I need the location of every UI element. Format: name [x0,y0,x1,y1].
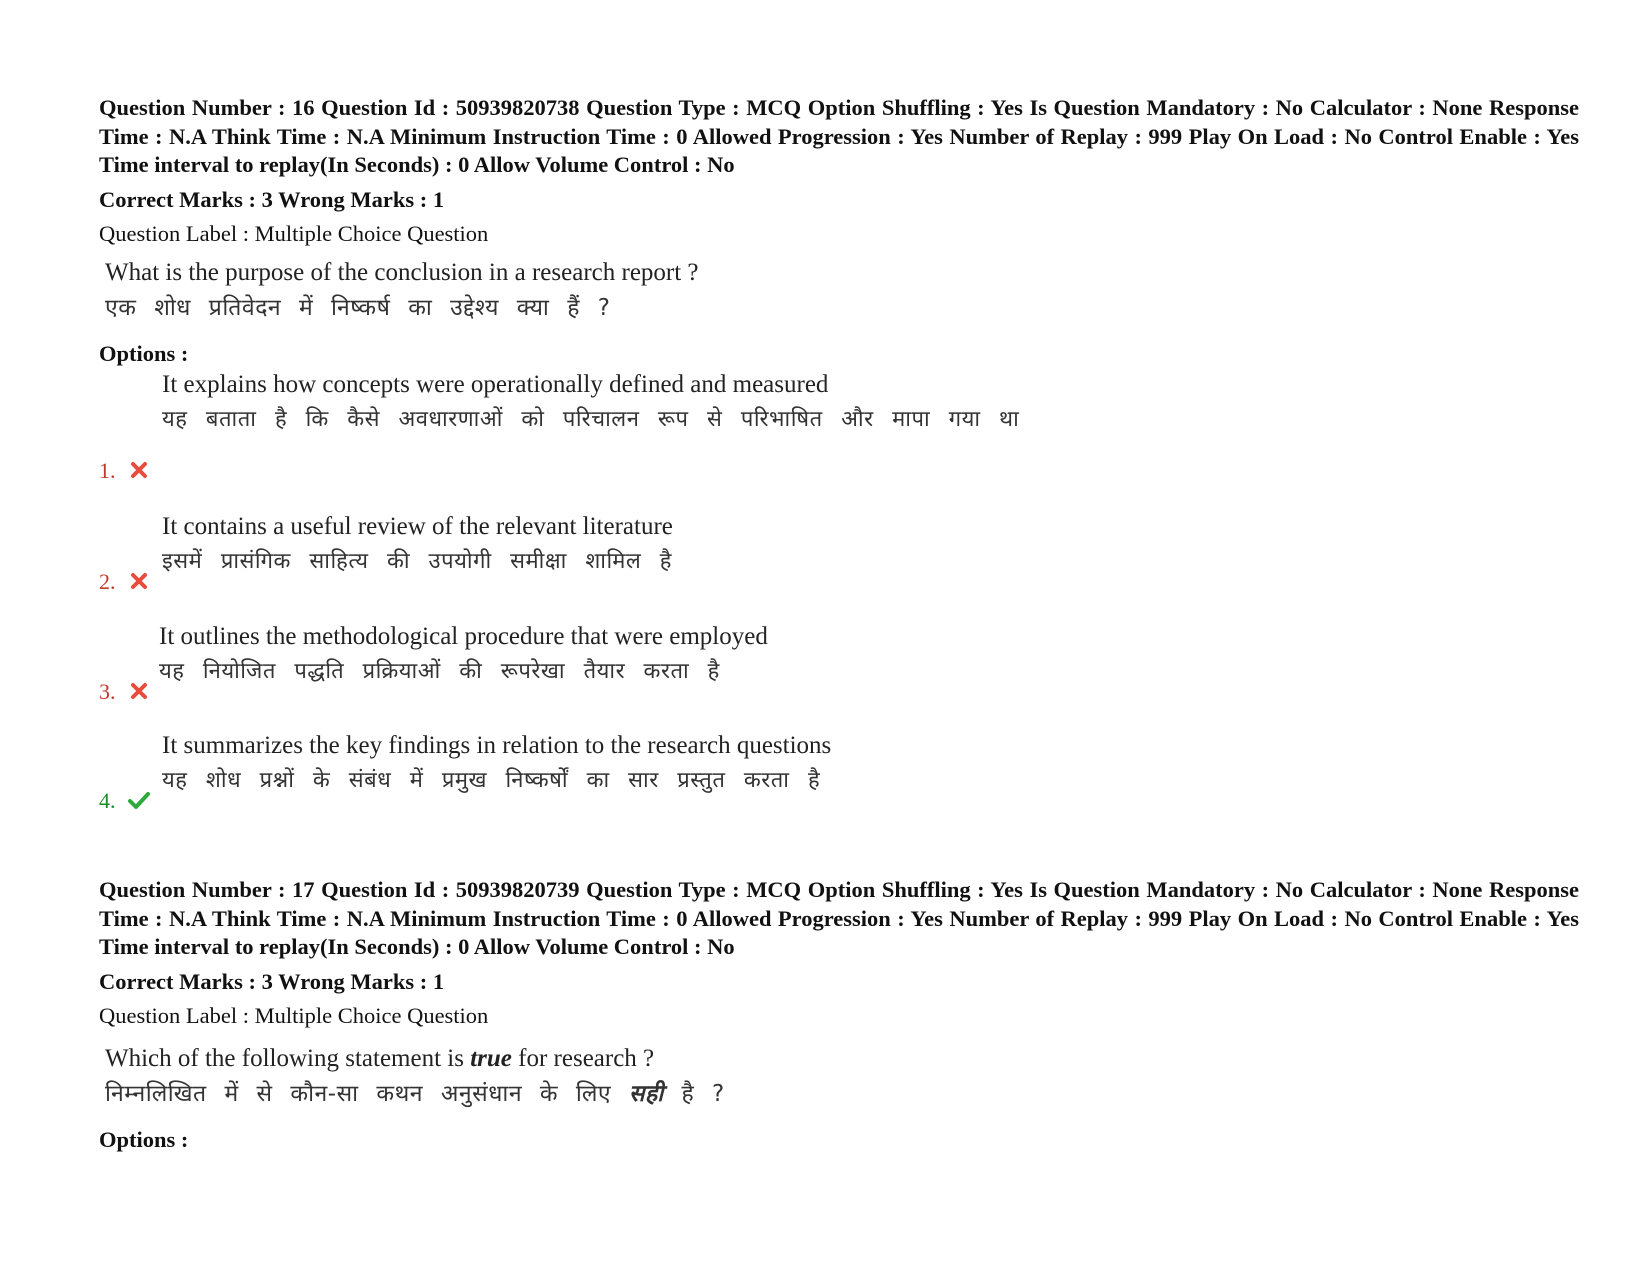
option-number: 4. [99,788,116,813]
option-1 [99,368,1299,484]
option-text-en: It summarizes the key findings in relation to the research questions [162,732,832,759]
option-text-en: It contains a useful review of the relevant literature [162,513,673,540]
option-text-hi: यह बताता है कि कैसे अवधारणाओं को परिचालन रूप से परिभाषित और मापा गया था [162,407,1020,432]
question-text-en-before: Which of the following statement is [105,1044,471,1072]
question-text-en-emphasis: true [470,1044,512,1072]
option-text-hi: इसमें प्रासंगिक साहित्य की उपयोगी समीक्षा शामिल है [162,549,672,574]
option-text-hi: यह शोध प्रश्नों के संबंध में प्रमुख निष्कर्षों का सार प्रस्तुत करता है [162,768,821,793]
question-text-hi [105,1076,1579,1112]
cross-icon [127,458,151,482]
question-text-hi-after: है ? [663,1080,725,1107]
option-number: 2. [99,569,116,594]
option-text-hi: यह नियोजित पद्धति प्रक्रियाओं की रूपरेखा तैयार करता है [159,659,720,684]
options-title: Options : [99,1126,189,1152]
cross-icon [127,679,151,703]
question-17 [99,876,1579,1154]
option-number: 3. [99,679,116,704]
question-meta: Question Number : 17 Question Id : 50939820739 Question Type : MCQ Option Shuffling : Yes Is Question Mandatory : No Calculator : None Response Time : N.A Think Time : N.A Minimum Instruction Time : 0 Allowed Progression : Yes Number of Replay : 999 Play On Load : No Control Enable : Yes Time interval to replay(In Seconds) : 0 Allow Volume Control : No [99,877,1579,959]
question-label: Question Label : Multiple Choice Question [99,220,489,246]
question-marks: Correct Marks : 3 Wrong Marks : 1 [99,968,445,994]
question-text-en [105,1042,1579,1076]
option-4 [99,729,1299,814]
question-text [99,1042,1579,1112]
question-text-en: What is the purpose of the conclusion in a research report ? [105,258,699,286]
options-title: Options : [99,340,189,366]
question-meta: Question Number : 16 Question Id : 50939820738 Question Type : MCQ Option Shuffling : Yes Is Question Mandatory : No Calculator : None Response Time : N.A Think Time : N.A Minimum Instruction Time : 0 Allowed Progression : Yes Number of Replay : 999 Play On Load : No Control Enable : Yes Time interval to replay(In Seconds) : 0 Allow Volume Control : No [99,95,1579,177]
question-text-hi-before: निम्नलिखित में से कौन-सा कथन अनुसंधान के लिए [105,1080,629,1107]
option-text-en: It explains how concepts were operationally defined and measured [162,371,829,398]
checkmark-icon [127,788,151,812]
question-text-hi-emphasis: सही [628,1080,664,1107]
question-marks: Correct Marks : 3 Wrong Marks : 1 [99,186,445,212]
cross-icon [127,569,151,593]
option-text-en: It outlines the methodological procedure that were employed [159,623,768,650]
question-label: Question Label : Multiple Choice Question [99,1002,489,1028]
option-3 [99,620,1299,705]
option-2 [99,510,1299,595]
question-text-hi: एक शोध प्रतिवेदन में निष्कर्ष का उद्देश्य क्या हैं ? [105,294,611,321]
question-text-en-after: for research ? [511,1044,655,1072]
options-list [99,368,1579,813]
option-number: 1. [99,458,116,483]
question-16 [99,94,1579,368]
question-text [99,256,1579,326]
